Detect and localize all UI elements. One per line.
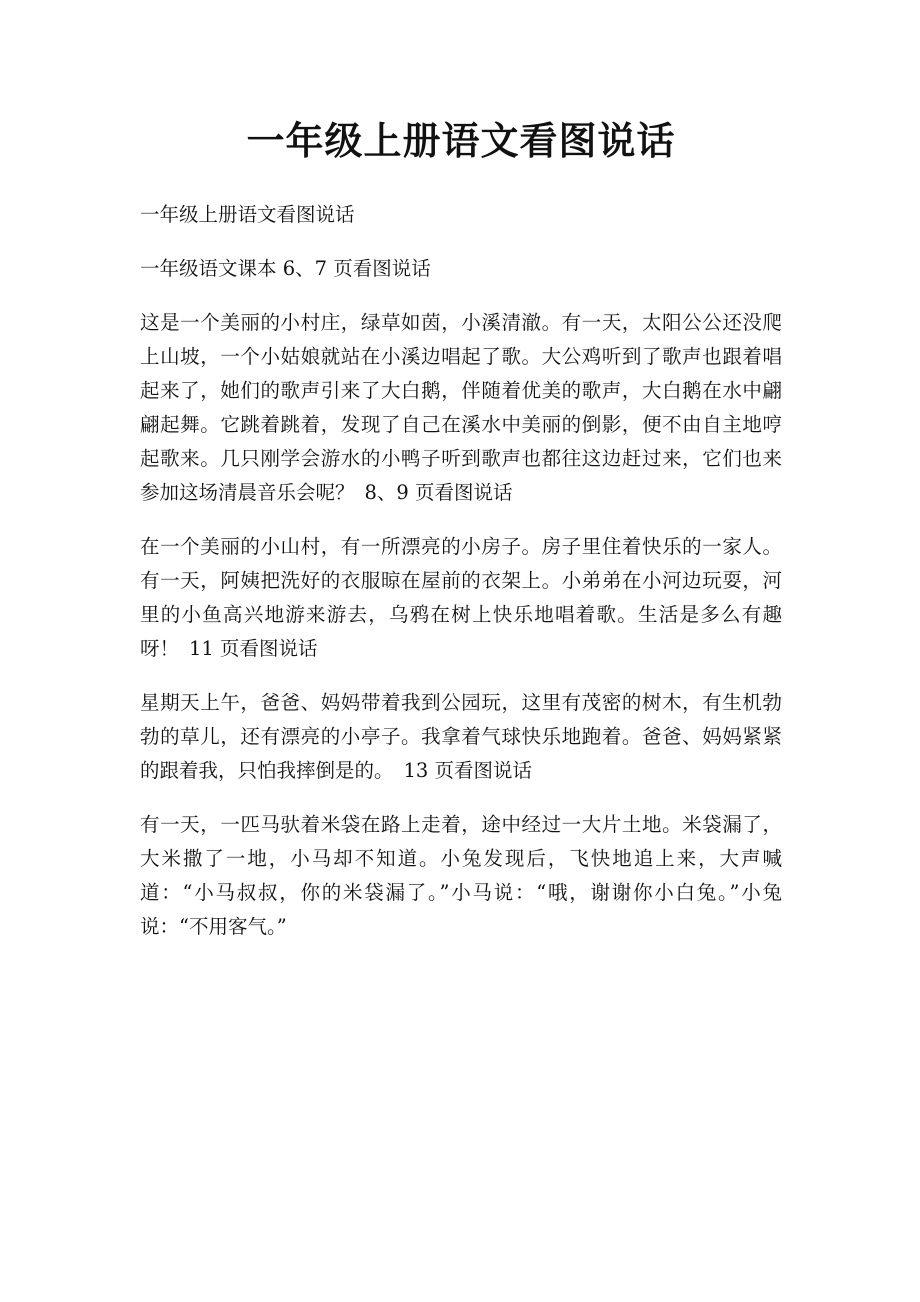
story-text-3: 星期天上午，爸爸、妈妈带着我到公园玩，这里有茂密的树木，有生机勃勃的草儿，还有漂亮的小亭子。我拿着气球快乐地跑着。爸爸、妈妈紧紧的跟着我，只怕我摔倒是的。 bbox=[140, 691, 782, 782]
section-heading-11: 11 页看图说话 bbox=[189, 637, 318, 660]
story-text-1: 这是一个美丽的小村庄，绿草如茵，小溪清澈。有一天，太阳公公还没爬上山坡，一个小姑娘就站在小溪边唱起了歌。大公鸡听到了歌声也跟着唱起来了，她们的歌声引来了大白鹅，伴随着优美的歌声，大白鹅在水中翩翩起舞。它跳着跳着，发现了自己在溪水中美丽的倒影，便不由自主地哼起歌来。几只刚学会游水的小鸭子听到歌声也都往这边赶过来，它们也来参加这场清晨音乐会呢？ bbox=[140, 311, 782, 504]
section-heading-6-7: 一年级语文课本 6、7 页看图说话 bbox=[140, 257, 431, 280]
page-title: 一年级上册语文看图说话 bbox=[246, 118, 676, 163]
story-paragraph-3 bbox=[140, 686, 782, 788]
section-heading-13: 13 页看图说话 bbox=[403, 759, 533, 782]
story-paragraph-2 bbox=[140, 530, 782, 666]
story-text-2: 在一个美丽的小山村，有一所漂亮的小房子。房子里住着快乐的一家人。有一天，阿姨把洗好的衣服晾在屋前的衣架上。小弟弟在小河边玩耍，河里的小鱼高兴地游来游去，乌鸦在树上快乐地唱着歌。生活是多么有趣呀！ bbox=[140, 535, 782, 660]
story-paragraph-4: 有一天，一匹马驮着米袋在路上走着，途中经过一大片土地。米袋漏了，大米撒了一地，小马却不知道。小兔发现后，飞快地追上来，大声喊道：“小马叔叔，你的米袋漏了。”小马说：“哦，谢谢你小白兔。”小兔说：“不用客气。” bbox=[140, 813, 782, 938]
story-paragraph-1 bbox=[140, 306, 782, 510]
subtitle-paragraph: 一年级上册语文看图说话 bbox=[140, 203, 355, 226]
section-heading-8-9: 8、9 页看图说话 bbox=[364, 481, 513, 504]
